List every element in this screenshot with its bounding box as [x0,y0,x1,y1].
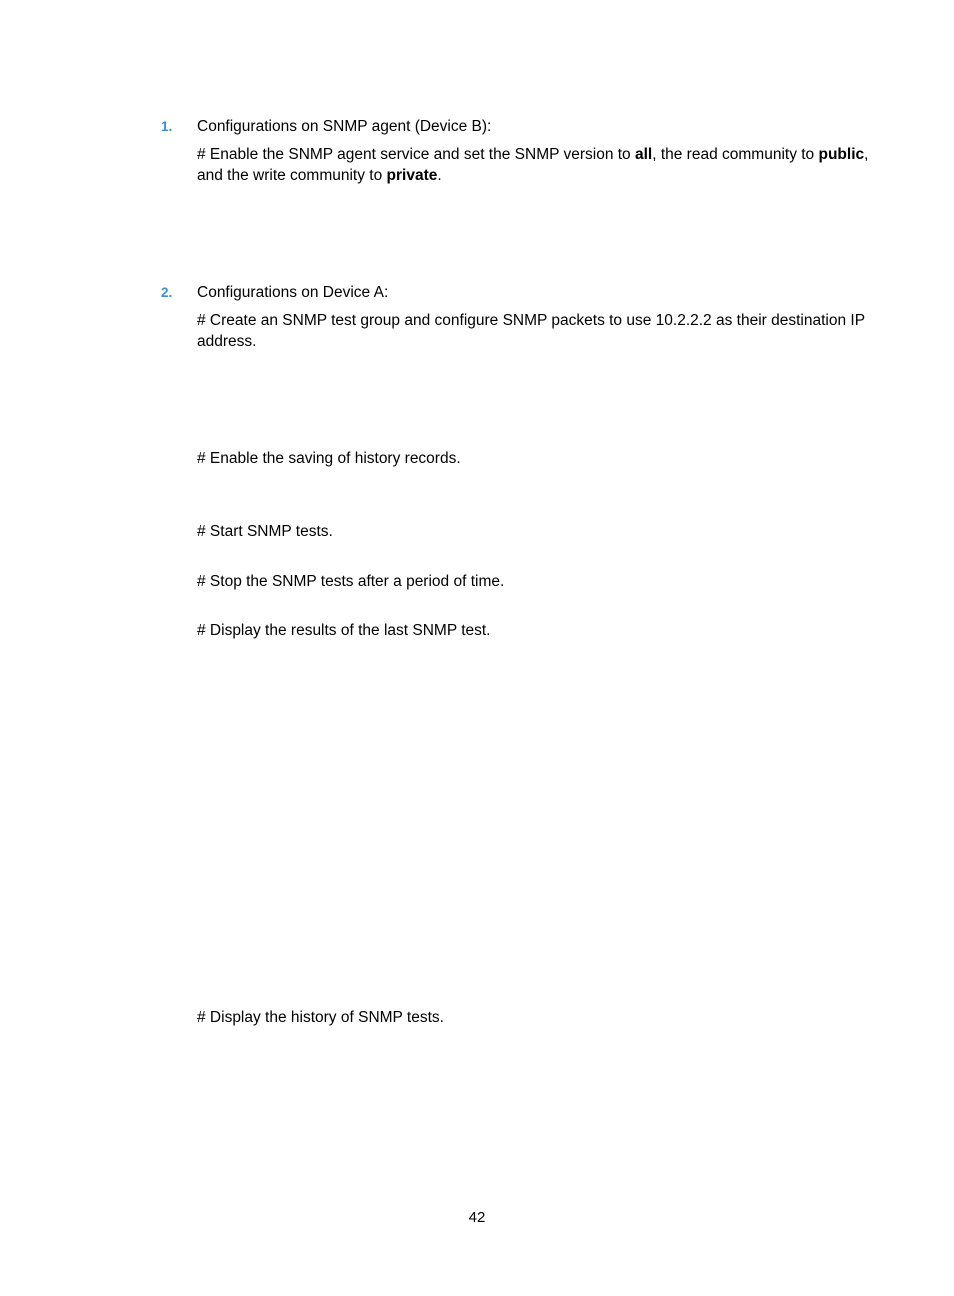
bold-keyword: public [818,146,865,163]
step-title: Configurations on SNMP agent (Device B): [197,118,492,135]
step-2-paragraph-display-history: # Display the history of SNMP tests. [197,1009,444,1026]
bold-keyword: private [386,167,438,184]
text-run: , and the write community to [197,146,869,184]
step-2-paragraph-start: # Start SNMP tests. [197,523,333,540]
page-number: 42 [468,1209,486,1226]
text-run: , the read community to [652,146,819,163]
step-2-paragraph-stop: # Stop the SNMP tests after a period of time. [197,573,505,590]
step-number: 1. [161,119,173,134]
step-1-paragraph [197,144,869,186]
step-title: Configurations on Device A: [197,284,389,301]
text-run: # Enable the SNMP agent service and set the SNMP version to [197,146,635,163]
step-2-paragraph-create-group: # Create an SNMP test group and configure SNMP packets to use 10.2.2.2 as their destination IP address. [197,312,865,350]
text-run: . [437,167,442,184]
step-number: 2. [161,285,173,300]
bold-keyword: all [634,146,653,163]
step-2-paragraph-history: # Enable the saving of history records. [197,450,461,467]
step-2-paragraph-display-results: # Display the results of the last SNMP test. [197,622,491,639]
